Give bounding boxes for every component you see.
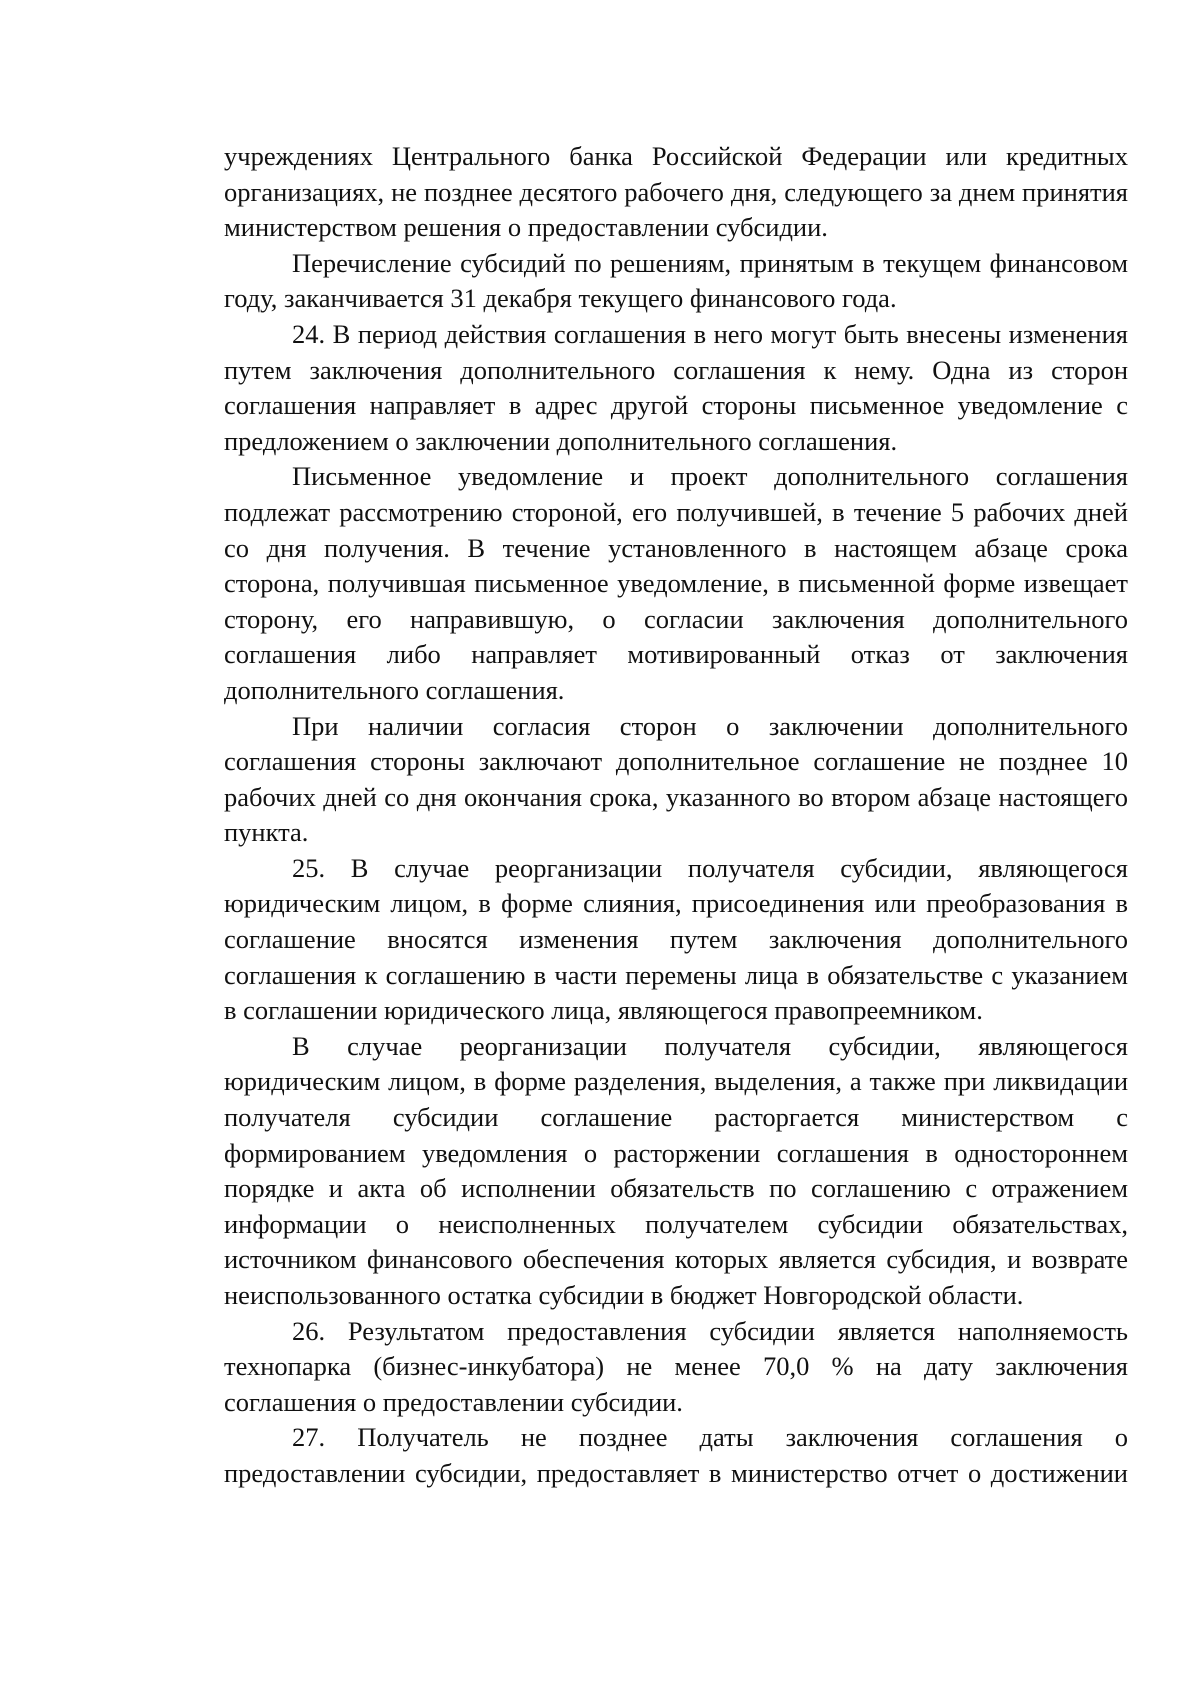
- document-body: [224, 139, 1128, 1492]
- paragraph-6: 25. В случае реорганизации получателя субсидии, являющегося юридическим лицом, в форме слияния, присоединения или преобразования в соглашение вносятся изменения путем заключения дополнительного соглашения к соглашению в части перемены лица в обязательстве с указанием в соглашении юридического лица, являющегося правопреемником.: [224, 852, 1128, 1026]
- paragraph-1: учреждениях Центрального банка Российской Федерации или кредитных организациях, не позднее десятого рабочего дня, следующего за днем принятия министерством решения о предоставлении субсидии.: [224, 141, 1128, 243]
- paragraph-4: Письменное уведомление и проект дополнительного соглашения подлежат рассмотрению стороной, его получившей, в течение 5 рабочих дней со дня получения. В течение установленного в настоящем абзаце срока сторона, получившая письменное уведомление, в письменной форме извещает сторону, его направившую, о согласии заключения дополнительного соглашения либо направляет мотивированный отказ от заключения дополнительного соглашения.: [224, 461, 1128, 705]
- paragraph-3: 24. В период действия соглашения в него могут быть внесены изменения путем заключения дополнительного соглашения к нему. Одна из сторон соглашения направляет в адрес другой стороны письменное уведомление с предложением о заключении дополнительного соглашения.: [224, 318, 1128, 456]
- paragraph-5: При наличии согласия сторон о заключении дополнительного соглашения стороны заключают дополнительное соглашение не позднее 10 рабочих дней со дня окончания срока, указанного во втором абзаце настоящего пункта.: [224, 710, 1128, 848]
- paragraph-8: 26. Результатом предоставления субсидии является наполняемость технопарка (бизнес-инкубатора) не менее 70,0 % на дату заключения соглашения о предоставлении субсидии.: [224, 1315, 1128, 1417]
- paragraph-9: 27. Получатель не позднее даты заключения соглашения о предоставлении субсидии, предоставляет в министерство отчет о достижении: [224, 1422, 1128, 1488]
- paragraph-7: В случае реорганизации получателя субсидии, являющегося юридическим лицом, в форме разделения, выделения, а также при ликвидации получателя субсидии соглашение расторгается министерством с формированием уведомления о расторжении соглашения в одностороннем порядке и акта об исполнении обязательств по соглашению с отражением информации о неисполненных получателем субсидии обязательствах, источником финансового обеспечения которых является субсидия, и возврате неиспользованного остатка субсидии в бюджет Новгородской области.: [224, 1030, 1128, 1310]
- paragraph-2: Перечисление субсидий по решениям, принятым в текущем финансовом году, заканчивается 31 декабря текущего финансового года.: [224, 247, 1128, 314]
